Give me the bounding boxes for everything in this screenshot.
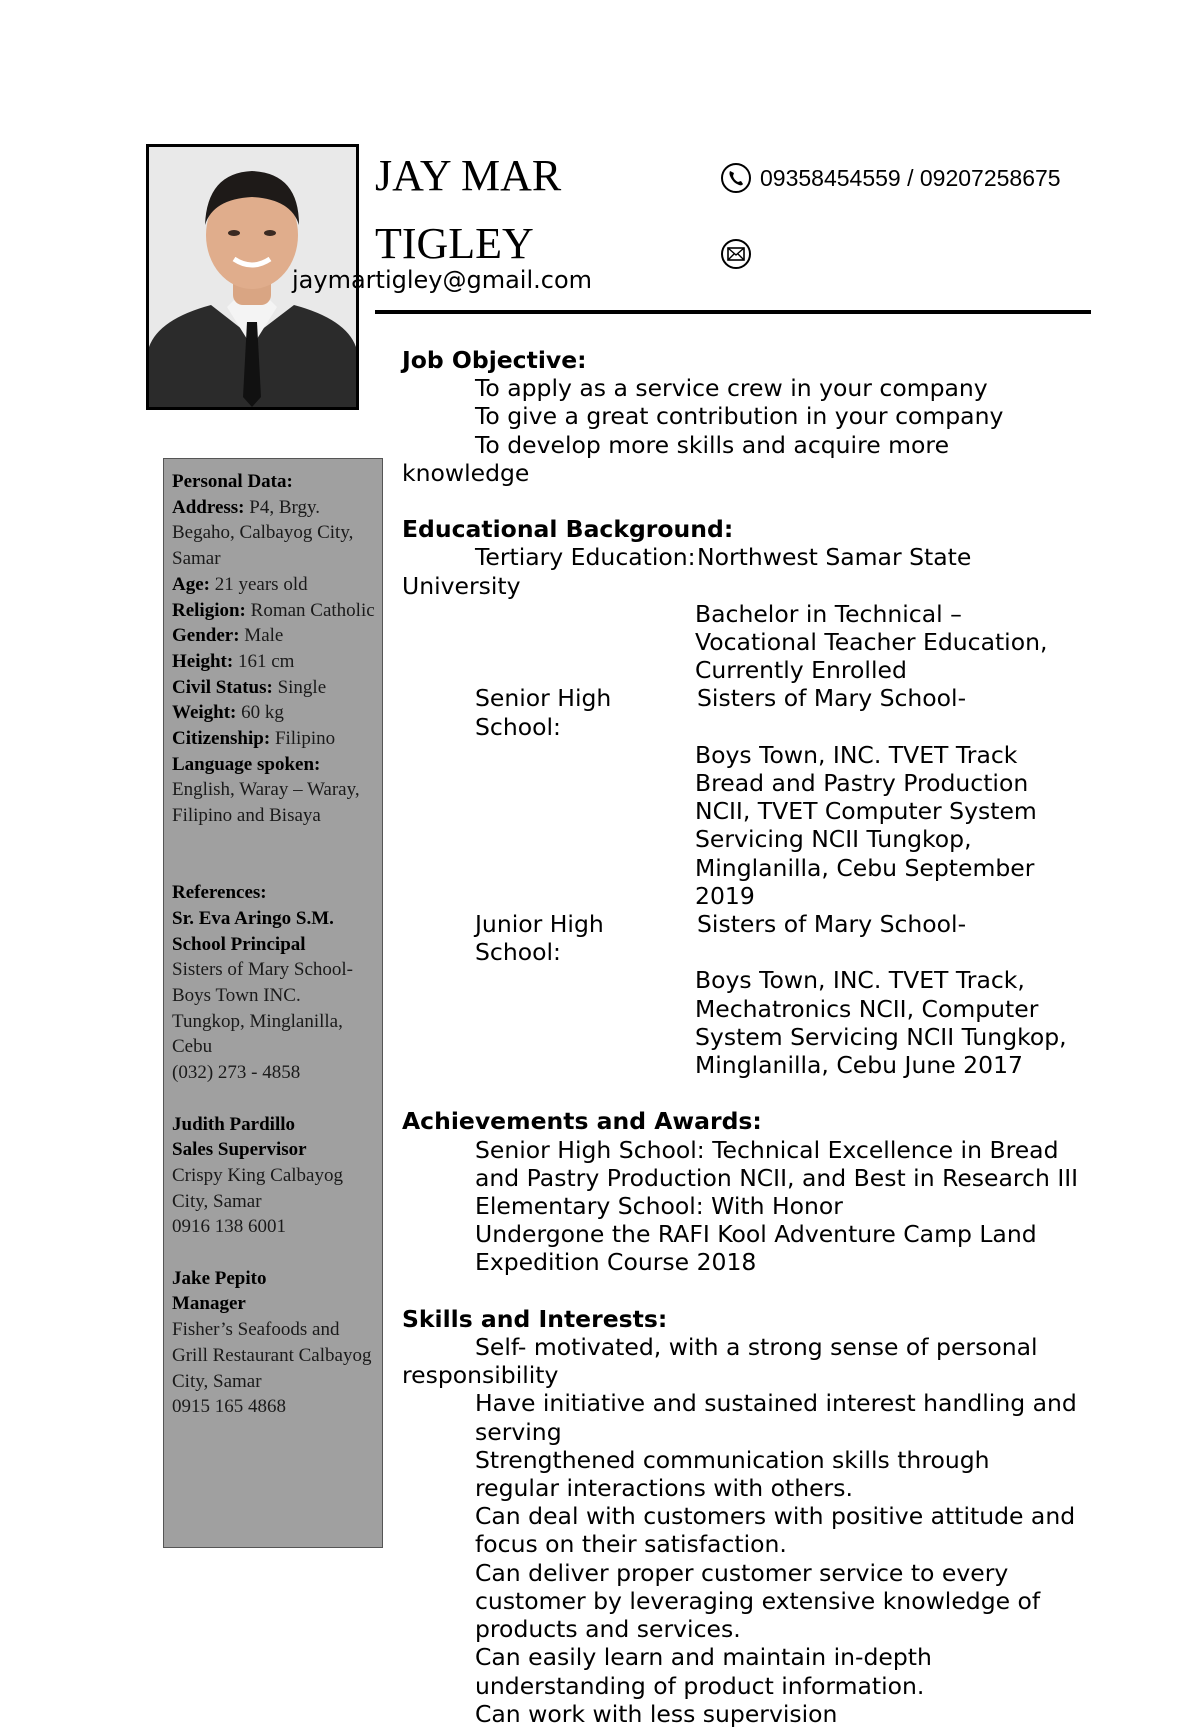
language-row: Language spoken: English, Waray – Waray, Filipino and Bisaya	[172, 753, 360, 827]
gender-row: Gender: Male	[172, 625, 284, 647]
name-line1: JAY MAR	[375, 151, 562, 200]
reference-phone: 0916 138 6001	[172, 1216, 286, 1238]
tertiary-school-continued: University	[402, 571, 521, 600]
achievement-item: Senior High School: Technical Excellence in Bread and Pastry Production NCII, and Best in Research III	[475, 1135, 1079, 1192]
phone-number: 09358454559 / 09207258675	[760, 164, 1061, 191]
personal-data-title: Personal Data:	[172, 471, 293, 492]
achievement-item: Elementary School: With Honor	[475, 1192, 843, 1221]
personal-data-sidebar	[163, 458, 383, 1548]
shs-label: Senior High School:	[475, 684, 612, 741]
reference-line: Crispy King Calbayog City, Samar	[172, 1164, 343, 1212]
civil-status-row: Civil Status: Single	[172, 676, 327, 698]
reference-item	[172, 1266, 376, 1420]
tertiary-label: Tertiary Education:	[475, 543, 696, 572]
weight-row: Weight: 60 kg	[172, 702, 284, 724]
job-objective-title: Job Objective:	[402, 346, 587, 374]
skills-title: Skills and Interests:	[402, 1304, 668, 1333]
reference-name: Sr. Eva Aringo S.M.	[172, 907, 334, 929]
skill-item-continued: responsibility	[402, 1361, 559, 1390]
reference-title: Manager	[172, 1293, 246, 1315]
shs-detail: Boys Town, INC. TVET Track Bread and Pastry Production NCII, TVET Computer System Servicing NCII Tungkop, Minglanilla, Cebu September 2019	[695, 740, 1037, 910]
objective-item: To apply as a service crew in your company	[475, 374, 988, 403]
achievement-item: Undergone the RAFI Kool Adventure Camp Land Expedition Course 2018	[475, 1220, 1037, 1277]
skill-item: Have initiative and sustained interest handling and serving	[475, 1389, 1077, 1446]
skill-item: Self- motivated, with a strong sense of personal	[475, 1333, 1038, 1362]
skill-item: Strengthened communication skills through regular interactions with others.	[475, 1445, 990, 1503]
age-row: Age: 21 years old	[172, 573, 308, 595]
phone-icon	[720, 162, 752, 194]
skill-item: Can deal with customers with positive attitude and focus on their satisfaction.	[475, 1502, 1076, 1559]
objective-item-continued: knowledge	[402, 458, 530, 487]
email-text[interactable]: jaymartigley@gmail.com	[292, 266, 593, 294]
address-row: Address: P4, Brgy. Begaho, Calbayog City, Samar	[172, 496, 354, 570]
jhs-detail: Boys Town, INC. TVET Track, Mechatronics NCII, Computer System Servicing NCII Tungkop, Minglanilla, Cebu June 2017	[695, 966, 1067, 1080]
senior-high-row	[402, 684, 1102, 740]
reference-item	[172, 1112, 376, 1241]
references-title: References:	[172, 882, 267, 904]
skill-item: Can deliver proper customer service to every customer by leveraging extensive knowledge of products and services.	[475, 1558, 1041, 1644]
reference-title: Sales Supervisor	[172, 1139, 307, 1161]
jhs-label: Junior High School:	[475, 910, 604, 967]
jhs-school: Sisters of Mary School-	[697, 910, 967, 939]
mail-contact	[720, 238, 752, 274]
skill-item: Can easily learn and maintain in-depth understanding of product information.	[475, 1643, 932, 1700]
tertiary-school: Northwest Samar State	[697, 543, 972, 572]
reference-phone: 0915 165 4868	[172, 1396, 286, 1418]
resume-main-content	[402, 346, 1102, 1728]
tertiary-education-row	[402, 543, 1102, 571]
tertiary-detail: Bachelor in Technical – Vocational Teacher Education, Currently Enrolled	[695, 599, 1048, 685]
header-divider	[375, 310, 1091, 314]
height-row: Height: 161 cm	[172, 650, 295, 672]
education-title: Educational Background:	[402, 515, 734, 544]
objective-item: To develop more skills and acquire more	[475, 430, 950, 459]
reference-line: Sisters of Mary School- Boys Town INC. Tungkop, Minglanilla, Cebu	[172, 959, 354, 1058]
religion-row: Religion: Roman Catholic	[172, 599, 375, 621]
achievements-title: Achievements and Awards:	[402, 1107, 762, 1136]
objective-item: To give a great contribution in your company	[475, 402, 1004, 431]
reference-item	[172, 906, 376, 1086]
reference-name: Judith Pardillo	[172, 1113, 295, 1135]
candidate-name	[375, 142, 695, 278]
shs-school: Sisters of Mary School-	[697, 684, 967, 713]
phone-contact	[720, 162, 1061, 194]
reference-line: Fisher’s Seafoods and Grill Restaurant Calbayog City, Samar	[172, 1319, 372, 1392]
reference-phone: (032) 273 - 4858	[172, 1062, 301, 1084]
skill-item: Can work with less supervision	[475, 1699, 838, 1728]
envelope-icon	[720, 238, 752, 270]
citizenship-row: Citizenship: Filipino	[172, 728, 336, 750]
reference-name: Jake Pepito	[172, 1267, 267, 1289]
name-line2: TIGLEY	[375, 219, 534, 268]
junior-high-row	[402, 910, 1102, 966]
reference-title: School Principal	[172, 933, 306, 955]
